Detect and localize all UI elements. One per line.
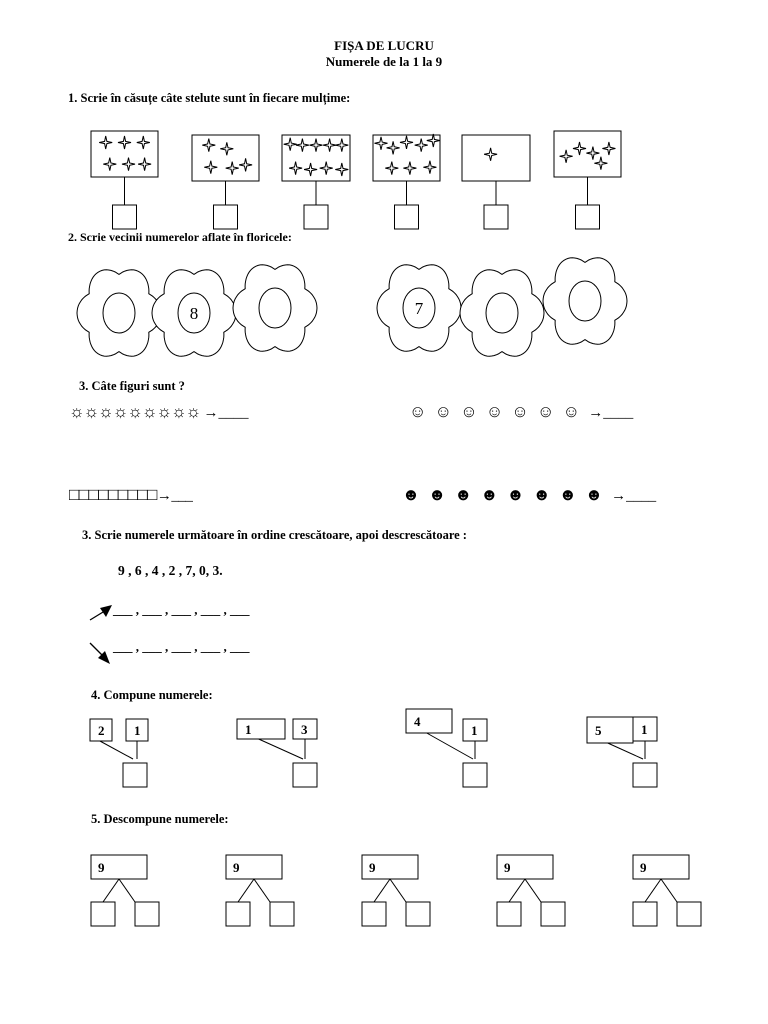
answer-blank[interactable]: ____ [603,405,634,421]
whole-number-value: 9 [640,860,647,875]
sun-row: ☼☼☼☼☼☼☼☼☼ [69,402,201,421]
arrow: → [588,405,604,421]
part-answer-box [270,902,294,926]
numbers-to-order: 9 , 6 , 4 , 2 , 7, 0, 3. [118,563,223,578]
addend-value: 1 [471,723,478,738]
addend-value: 2 [98,723,105,738]
part-answer-box [541,902,565,926]
whole-number-value: 9 [369,860,376,875]
exercise-5-instruction: 5. Descompune numerele: [91,812,229,826]
exercise-1-instruction: 1. Scrie în căsuțe câte stelute sunt în fiecare mulțime: [68,91,351,105]
addend-value: 3 [301,722,308,737]
connector-line [103,879,119,902]
whole-number-value: 9 [504,860,511,875]
part-answer-box [362,902,386,926]
addend-value: 1 [134,723,141,738]
square-row: □□□□□□□□□ [69,485,157,504]
connector-line [525,879,541,902]
part-answer-box [406,902,430,926]
exercise-2-instruction: 2. Scrie vecinii numerelor aflate în floricele: [68,230,292,244]
part-answer-box [497,902,521,926]
part-answer-box [226,902,250,926]
arrow: → [203,405,219,421]
answer-blank[interactable]: ____ [218,405,249,421]
flower-number: 7 [414,299,424,318]
connector-line [645,879,661,902]
connector-line [254,879,270,902]
addend-value: 4 [414,714,421,729]
arrow: → [611,488,627,504]
addend-value: 1 [641,722,648,737]
ascending-blanks[interactable]: ___ , ___ , ___ , ___ , ___ [113,602,250,617]
connector-line [119,879,135,902]
whole-number-value: 9 [98,860,105,875]
addend-value: 5 [595,723,602,738]
exercise-4-instruction: 4. Compune numerele: [91,688,213,702]
answer-blank[interactable]: ___ [171,488,193,504]
flower-number: 8 [189,304,199,323]
whole-number-value: 9 [233,860,240,875]
answer-blank[interactable]: ____ [626,488,657,504]
connector-line [390,879,406,902]
addend-value: 1 [245,722,252,737]
dark-smiley-row: ☻ ☻ ☻ ☻ ☻ ☻ ☻ ☻ [402,485,603,504]
smiley-row: ☺ ☺ ☺ ☺ ☺ ☺ ☺ [409,402,580,421]
exercise-3-instruction: 3. Câte figuri sunt ? [79,379,185,393]
part-answer-box [677,902,701,926]
descending-blanks[interactable]: ___ , ___ , ___ , ___ , ___ [113,639,250,654]
worksheet-title: FIȘA DE LUCRU [334,38,434,53]
connector-line [238,879,254,902]
worksheet-subtitle: Numerele de la 1 la 9 [325,54,443,69]
connector-line [374,879,390,902]
arrow: → [156,488,172,504]
connector-line [661,879,677,902]
part-answer-box [135,902,159,926]
connector-line [509,879,525,902]
part-answer-box [633,902,657,926]
ordering-instruction: 3. Scrie numerele următoare în ordine crescătoare, apoi descrescătoare : [82,528,467,542]
part-answer-box [91,902,115,926]
